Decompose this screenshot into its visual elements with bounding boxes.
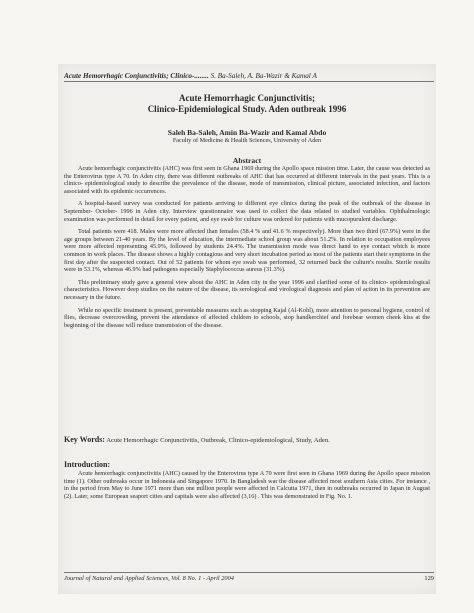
abstract-paragraph: A hospital-based survey was conducted for patients arriving to different eye clinics during the peak of the outbreak of the disease in September- October- 1996 in Aden city. Interview questionnaire was used to collect the data related to studied variables. Ophthalmologic examination was performed in detail for every patient, and eye swab for culture was ordered for patients with mucopurulent discharge. (64, 200, 430, 223)
abstract-heading: Abstract (232, 156, 262, 165)
running-head (64, 72, 434, 82)
page-number: 129 (424, 575, 434, 582)
introduction-heading: Introduction: (64, 460, 111, 469)
author-list: Saleh Ba-Saleh, Amin Ba-Wazir and Kamal Abdo (167, 128, 327, 137)
abstract-paragraph: Total patients were 418. Males were more affected than females (58.4 % and 41.6 % respectively). More than two third (67.9%) were in the age groups between 21-40 years. By the level of education, the intermediate school group was about 51.2%. In relation to occupation employees were more affected representing 45.9%, followed by students 24.4%. The transmission mode was direct hand to eye contact which is more common in work places. The disease shows a highly contagious and very short incubation period as most of the patients start their symptoms in the first day after the suspected contact. Out of 52 patients for whom eye swab was performed, 32 returned back the culture's results. Sterile results were in 53.1%, whereas 46.9% had pathogens especially Staphylococcus aureus (31.3%). (64, 228, 430, 274)
abstract-body (64, 165, 430, 334)
affiliation: Faculty of Medicine & Health Sciences, University of Aden (172, 137, 322, 144)
keywords (64, 436, 430, 445)
introduction-body (64, 470, 430, 500)
keywords-text: Acute Hemorrhagic Conjunctivitis, Outbreak, Clinico-epidemiological, Study, Aden. (106, 437, 330, 444)
title-line-1: Acute Hemorrhagic Conjunctivitis; (179, 93, 315, 103)
title-line-2: Clinico-Epidemiological Study. Aden outbreak 1996 (147, 104, 347, 114)
running-head-title: Acute Hemorrhagic Conjunctivitis; Clinico-........ (64, 72, 209, 80)
abstract-paragraph: This preliminary study gave a general view about the AHC in Aden city in the year 1996 and clarified some of its clinico- epidemiological characteristics. However deep studies on the nature of the disease, its serological and virological diagnosis and plan of action in its prevention are necessary in the future. (64, 278, 430, 301)
paper-title (64, 93, 430, 115)
page-footer (64, 572, 434, 582)
footer-journal: Journal of Natural and Applied Sciences, Vol. 8 No. 1 - April 2004 (64, 575, 234, 582)
running-head-authors: S. Ba-Saleh, A. Ba-Wazir & Kamal A (210, 72, 317, 80)
abstract-paragraph: Acute hemorrhagic conjunctivitis (AHC) was first seen in Ghana 1969 during the Apollo space mission time. Later, the cause was detected as the Enterovirus type A 70. In Aden city, there was different outbreaks of AHC that has occurred at different intervals in the past years. This is a clinico- epidemiological study to describe the prevalence of the disease, mode of transmission, clinical picture, associated infection, and factors associated with its epidemic occurrences. (64, 165, 430, 195)
abstract-paragraph: While no specific treatment is present, preventable measures such as stopping Kajal (Al-Kohl), more attention to personal hygiene, control of flies, decrease overcrowding, prevent the attendance of affected children to schools, stop handkerchief and forebear women cheek kiss at the beginning of the disease will reduce transmission of the disease. (64, 306, 430, 329)
keywords-label: Key Words: (64, 435, 105, 444)
introduction-paragraph: Acute hemorrhagic conjunctivitis (AHC) caused by the Enterovirus type A 70 were first seen in Ghana 1969 during the Apollo space mission time (1). Other outbreaks occur in Indonesia and Singapore 1970. In Bangladesh war the disease affected most southern Asia cities. For instance , in the period from May to June 1971 more than one million people were affected in Calcutta 1971, then in outbreaks occurred in Japan in August (2). Later, some European seaport cities and capitals were also affected (3,16) . This was demonstrated in Fig. No. 1. (64, 470, 430, 500)
